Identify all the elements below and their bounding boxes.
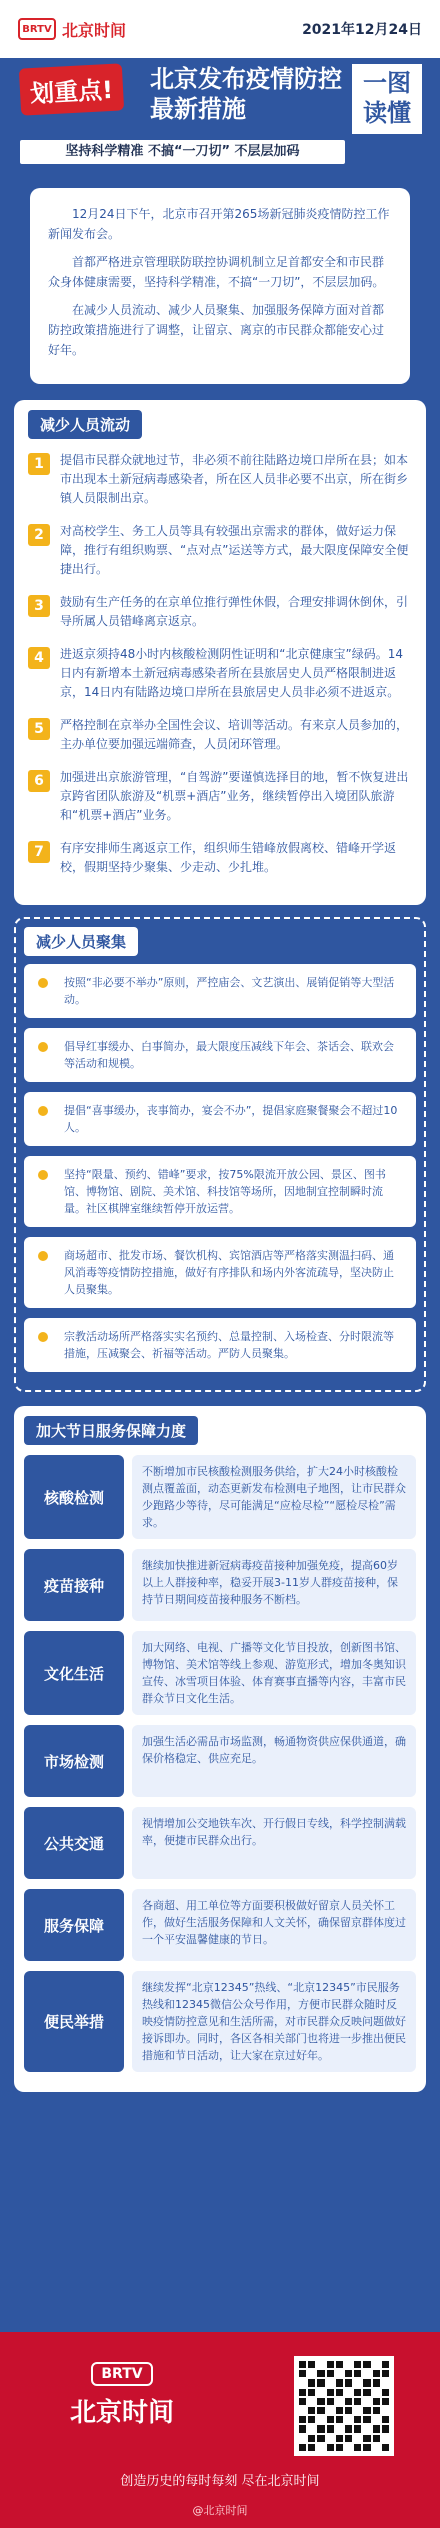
number-badge: 3 (28, 595, 50, 617)
number-badge: 7 (28, 841, 50, 863)
list-item: 坚持“限量、预约、错峰”要求，按75%限流开放公园、景区、图书馆、博物馆、剧院、美术馆、科技馆等场所，因地制宜控制瞬时流量。社区棋牌室继续暂停开放运营。 (24, 1156, 416, 1227)
number-badge: 4 (28, 647, 50, 669)
service-label: 疫苗接种 (24, 1549, 124, 1621)
service-label: 服务保障 (24, 1889, 124, 1961)
number-badge: 1 (28, 453, 50, 475)
service-text: 不断增加市民核酸检测服务供给，扩大24小时核酸检测点覆盖面，动态更新发布检测电子地图，让市民群众少跑路少等待，尽可能满足“应检尽检”“愿检尽检”需求。 (132, 1455, 416, 1539)
service-row (24, 1807, 416, 1879)
one-picture-badge: 一图读懂 (352, 64, 422, 134)
list-item (28, 522, 412, 579)
section-title: 加大节日服务保障力度 (24, 1416, 198, 1445)
intro-panel (30, 188, 410, 384)
intro-paragraph: 首都严格进京管理联防联控协调机制立足首都安全和市民群众身体健康需要，坚持科学精准，不搞“一刀切”，不层层加码。 (48, 255, 385, 289)
service-label: 文化生活 (24, 1631, 124, 1715)
section-title: 减少人员聚集 (24, 927, 138, 956)
number-badge: 5 (28, 718, 50, 740)
list-item: 倡导红事缓办、白事简办，最大限度压减线下年会、茶话会、联欢会等活动和规模。 (24, 1028, 416, 1082)
service-row (24, 1631, 416, 1715)
item-text: 加强进出京旅游管理，“自驾游”要谨慎选择目的地，暂不恢复进出京跨省团队旅游及“机票+酒店”业务，继续暂停出入境团队旅游和“机票+酒店”业务。 (60, 770, 409, 822)
service-row (24, 1971, 416, 2072)
list-item (28, 839, 412, 877)
footer-slogan: 创造历史的每时每刻 尽在北京时间 (120, 2474, 320, 2489)
publish-date: 2021年12月24日 (302, 22, 422, 38)
banner-slogan: 坚持科学精准 不搞“一刀切” 不层层加码 (20, 140, 345, 164)
service-row (24, 1549, 416, 1621)
service-label: 便民举措 (24, 1971, 124, 2072)
list-item: 按照“非必要不举办”原则，严控庙会、文艺演出、展销促销等大型活动。 (24, 964, 416, 1018)
footer (0, 2332, 440, 2528)
service-label: 核酸检测 (24, 1455, 124, 1539)
list-item: 宗教活动场所严格落实实名预约、总量控制、入场检查、分时限流等措施，压减聚会、祈福等活动。严防人员聚集。 (24, 1318, 416, 1372)
weibo-handle: @北京时间 (192, 2504, 248, 2517)
intro-paragraph: 在减少人员流动、减少人员聚集、加强服务保障方面对首都防控政策措施进行了调整，让留京、离京的市民群众都能安心过好年。 (48, 303, 385, 357)
list-item (28, 451, 412, 508)
service-text: 加强生活必需品市场监测，畅通物资供应保供通道，确保价格稳定、供应充足。 (132, 1725, 416, 1797)
list-item (28, 716, 412, 754)
section-title: 减少人员流动 (28, 410, 142, 439)
brand[interactable] (18, 18, 126, 41)
item-text: 鼓励有生产任务的在京单位推行弹性休假，合理安排调休倒休，引导所属人员错峰离京返京。 (60, 595, 409, 628)
footer-brand[interactable] (70, 2362, 174, 2429)
item-text: 进返京须持48小时内核酸检测阴性证明和“北京健康宝”绿码。14日内有新增本土新冠病毒感染者所在县旅居史人员严格限制进返京，14日内有陆路边境口岸所在县旅居史人员非必须不进返京。 (60, 647, 403, 699)
service-row (24, 1725, 416, 1797)
top-bar (0, 0, 440, 58)
number-badge: 6 (28, 770, 50, 792)
list-item (28, 593, 412, 631)
service-text: 继续加快推进新冠病毒疫苗接种加强免疫，提高60岁以上人群接种率，稳妥开展3-11岁人群疫苗接种，保持节日期间疫苗接种服务不断档。 (132, 1549, 416, 1621)
item-text: 对高校学生、务工人员等具有较强出京需求的群体，做好运力保障，推行有组织购票、“点对点”运送等方式，最大限度保障安全便捷出行。 (60, 524, 409, 576)
service-text: 继续发挥“北京12345”热线、“北京12345”市民服务热线和12345微信公众号作用，方便市民群众随时反映疫情防控意见和生活所需，对市民群众反映问题做好接诉即办。同时，各区各相关部门也将进一步推出便民措施和节日活动，让大家在京过好年。 (132, 1971, 416, 2072)
list-item: 商场超市、批发市场、餐饮机构、宾馆酒店等严格落实测温扫码、通风消毒等疫情防控措施，做好有序排队和场内外客流疏导，坚决防止人员聚集。 (24, 1237, 416, 1308)
footer-brand-name: 北京时间 (70, 2398, 175, 2428)
service-text: 视情增加公交地铁车次、开行假日专线，科学控制满载率，便捷市民群众出行。 (132, 1807, 416, 1879)
service-label: 市场检测 (24, 1725, 124, 1797)
brtv-logo-icon: BRTV (91, 2362, 152, 2386)
item-text: 提倡市民群众就地过节，非必须不前往陆路边境口岸所在县；如本市出现本土新冠病毒感染者，所在区人员非必要不出京，所在街乡镇人员限制出京。 (60, 453, 409, 505)
list-item (28, 768, 412, 825)
brand-name: 北京时间 (62, 20, 127, 40)
page-title: 北京发布疫情防控最新措施 (150, 65, 342, 123)
item-text: 有序安排师生离返京工作，组织师生错峰放假离校、错峰开学返校，假期坚持少聚集、少走动、少扎堆。 (60, 841, 397, 874)
section-reduce-gathering (14, 917, 426, 1392)
item-text: 严格控制在京举办全国性会议、培训等活动。有来京人员参加的，主办单位要加强远端筛查，人员闭环管理。 (60, 718, 409, 751)
service-label: 公共交通 (24, 1807, 124, 1879)
highlight-badge: 划重点! (19, 63, 124, 115)
list-item (28, 645, 412, 702)
brtv-logo-icon: BRTV (18, 18, 56, 40)
intro-paragraph: 12月24日下午，北京市召开第265场新冠肺炎疫情防控工作新闻发布会。 (48, 207, 390, 241)
section-holiday-services (14, 1406, 426, 2092)
service-row (24, 1889, 416, 1961)
list-item: 提倡“喜事缓办，丧事简办，宴会不办”，提倡家庭聚餐聚会不超过10人。 (24, 1092, 416, 1146)
title-banner (10, 58, 430, 168)
qr-code-icon[interactable] (294, 2356, 394, 2456)
service-text: 各商超、用工单位等方面要积极做好留京人员关怀工作，做好生活服务保障和人文关怀，确保留京群体度过一个平安温馨健康的节日。 (132, 1889, 416, 1961)
number-badge: 2 (28, 524, 50, 546)
service-row (24, 1455, 416, 1539)
section-reduce-movement (14, 400, 426, 905)
service-text: 加大网络、电视、广播等文化节目投放，创新图书馆、博物馆、美术馆等线上参观、游览形式，增加冬奥知识宣传、冰雪项目体验、体育赛事直播等内容，丰富市民群众节日文化生活。 (132, 1631, 416, 1715)
